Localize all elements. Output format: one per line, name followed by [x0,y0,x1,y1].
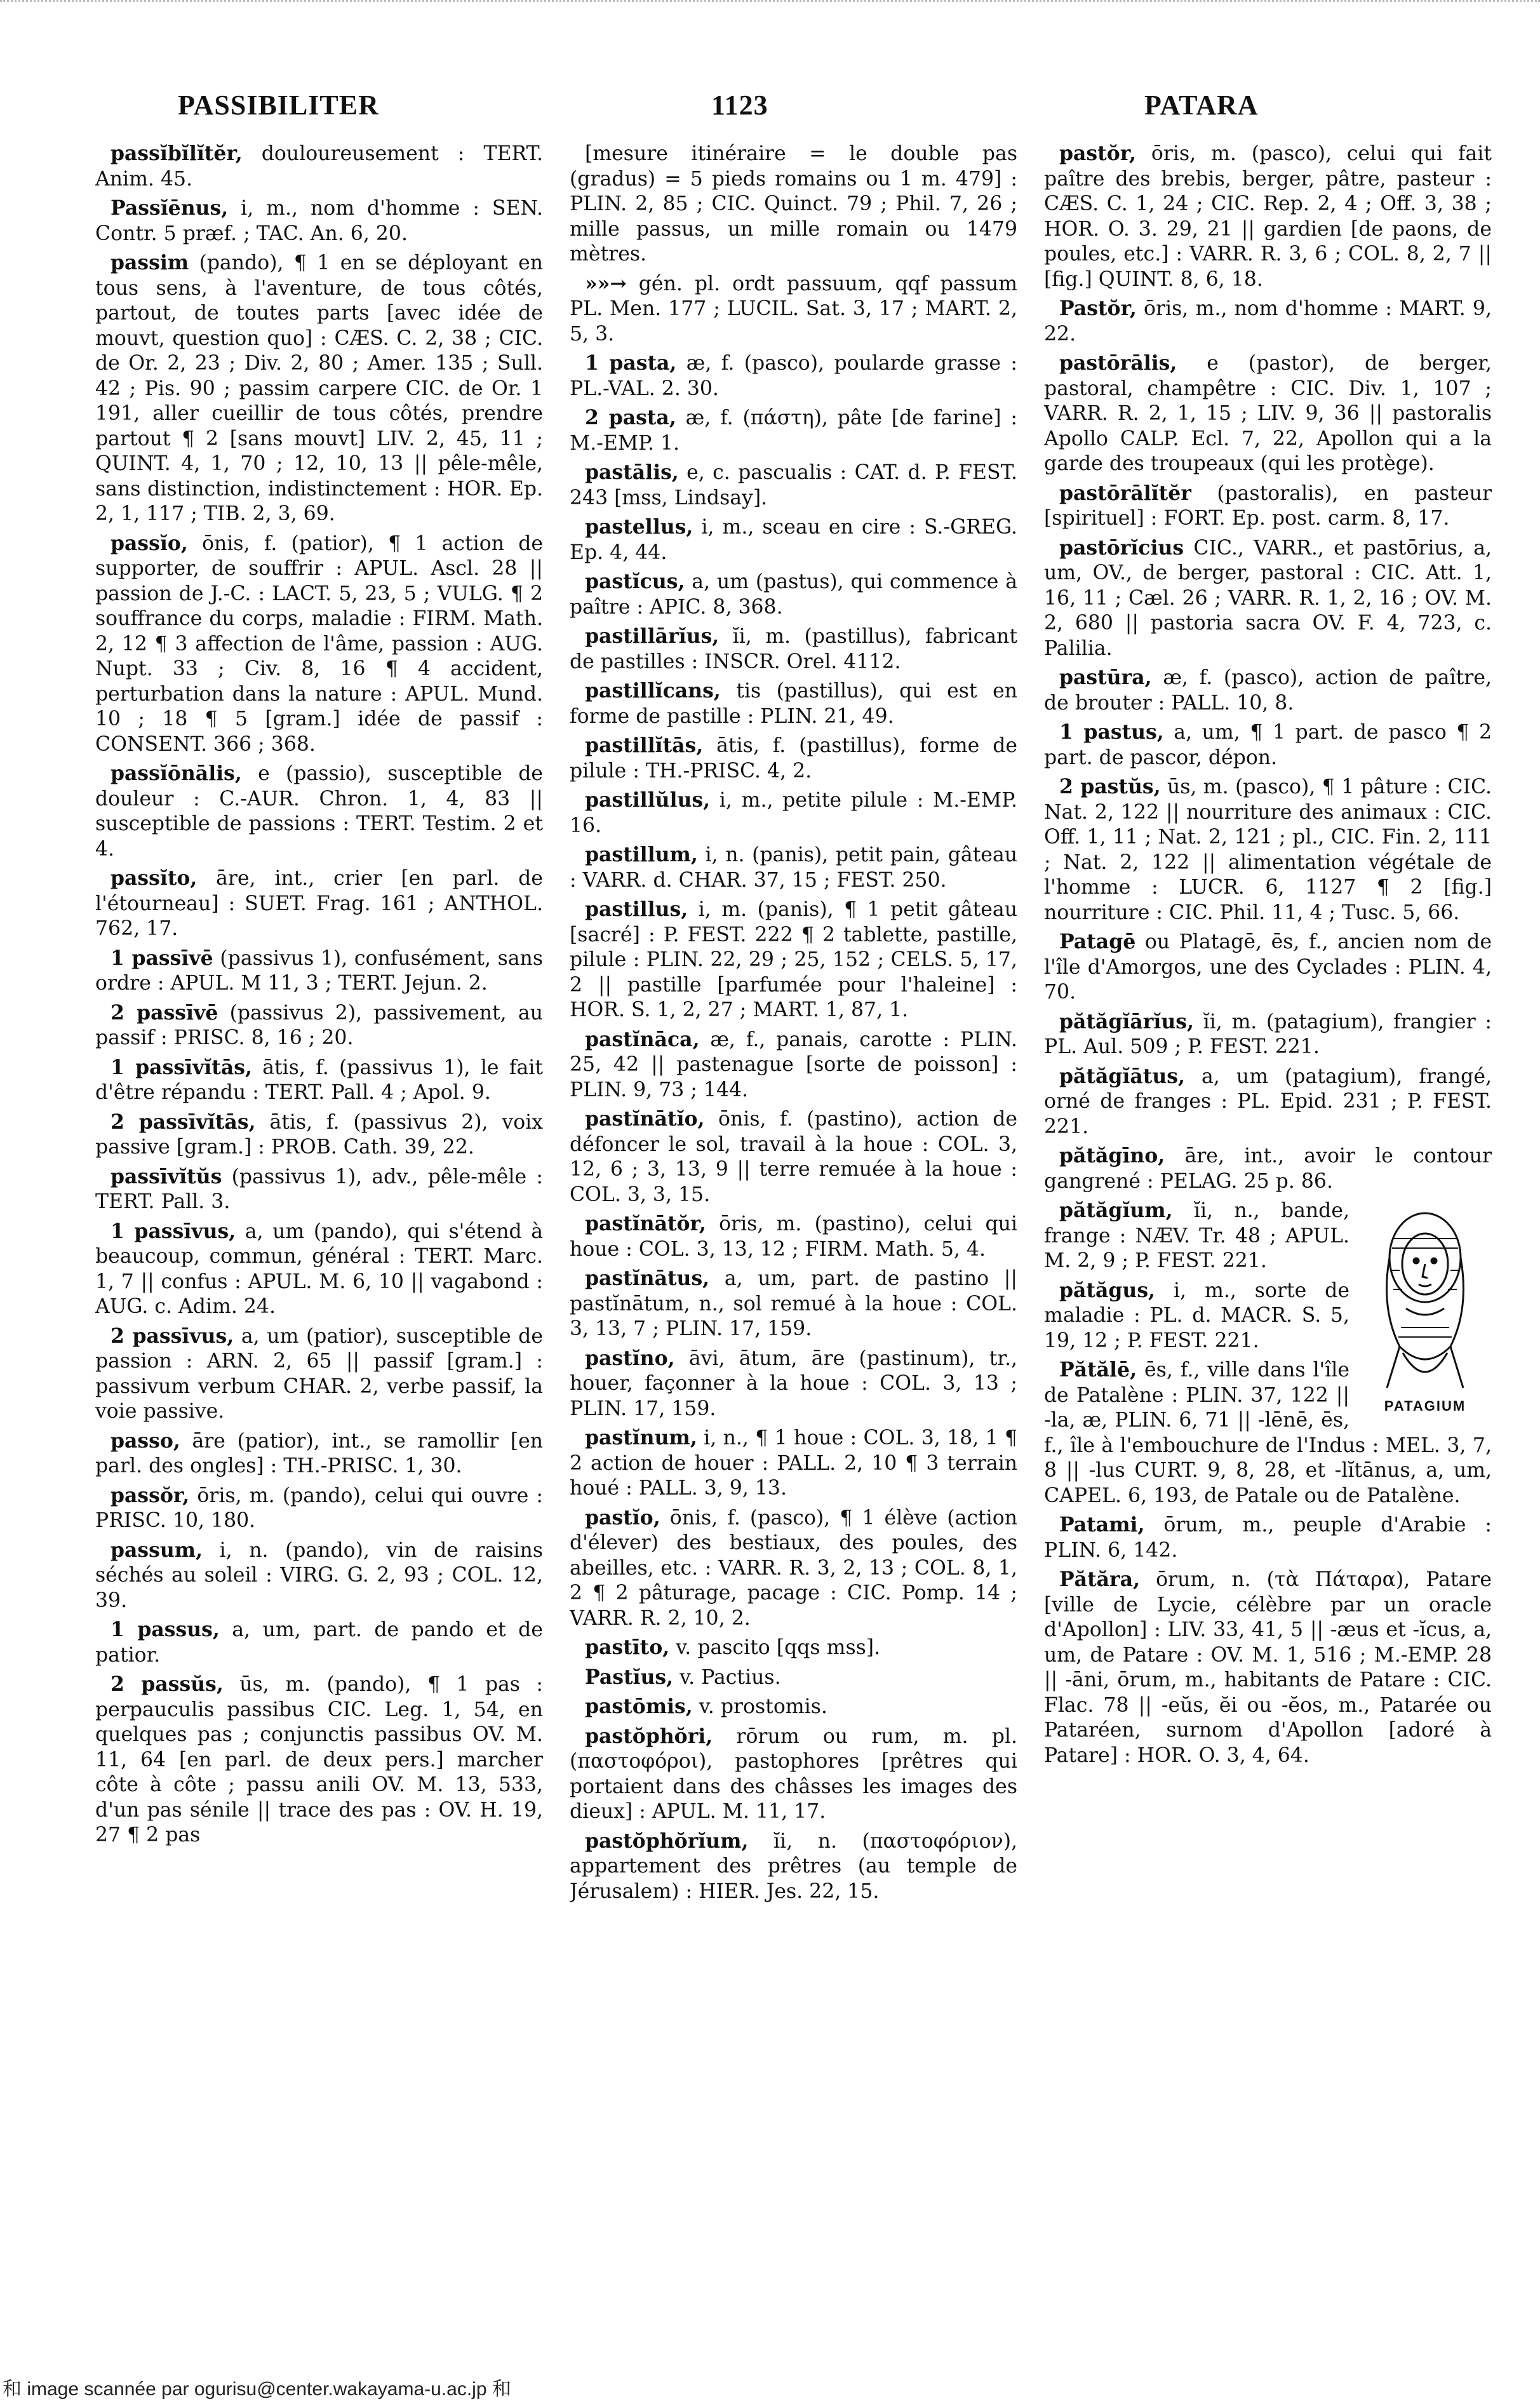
dictionary-entry [570,1635,1017,1661]
headword: pastillŭlus, [585,788,711,812]
definition: (passivus 1), confusément, sans ordre : APUL. M 11, 3 ; TERT. Jejun. 2. [95,946,543,995]
headword: pastillus, [585,897,688,921]
dictionary-entry [95,1617,543,1668]
dictionary-entry [1044,1567,1492,1768]
definition: i, n. (panis), petit pain, gâteau : VARR. d. CHAR. 37, 15 ; FEST. 250. [570,843,1017,892]
definition: [mesure itinéraire = le double pas (gradus) = 5 pieds romains ou 1 m. 479] : PLIN. 2, 85 ; CIC. Quinct. 79 ; Phil. 7, 26 ; mille passus, un mille romain ou 1479 mètres. [570,142,1017,265]
definition: a, um (pastus), qui commence à paître : APIC. 8, 368. [570,570,1017,619]
column-1 [95,141,543,2313]
dictionary-entry [95,866,543,942]
dictionary-entry [1044,929,1492,1005]
dictionary-entry [1044,351,1492,477]
definition: ĭi, n. (παστοφόριον), appartement des prêtres (au temple de Jérusalem) : HIER. Jes. 22, 15. [570,1829,1017,1903]
definition: v. Pactius. [680,1665,781,1689]
headword: 1 pasta, [585,351,677,375]
dictionary-entry [1044,720,1492,770]
definition: i, m. (panis), ¶ 1 petit gâteau [sacré] : P. FEST. 222 ¶ 2 tablette, pastille, pilule : PLIN. 22, 29 ; 25, 152 ; CELS. 5, 17, 2 || pastille [parfumée pour l'haleine] : HOR. S. 1, 2, 27 ; MART. 1, 87, 1. [570,898,1017,1021]
dictionary-entry [570,514,1017,565]
definition: a, um (patior), susceptible de passion : ARN. 2, 65 || passif [gram.] : passivum verbum CHAR. 2, verbe passif, la voie passive. [95,1324,543,1423]
definition: ōnis, f. (pasco), ¶ 1 élève (action d'élever) des bestiaux, des poules, des abeilles, etc. : VARR. R. 3, 2, 13 ; COL. 8, 1, 2 ¶ 2 pâturage, pacage : CIC. Pomp. 14 ; VARR. R. 2, 10, 2. [570,1506,1017,1630]
definition: ātis, f. (passivus 2), voix passive [gram.] : PROB. Cath. 39, 22. [95,1110,543,1159]
definition: æ, f., panais, carotte : PLIN. 25, 42 || pastenague [sorte de poisson] : PLIN. 9, 73 ; 144. [570,1028,1017,1101]
dictionary-entry [95,1164,543,1215]
dictionary-entry [95,1538,543,1614]
headword: pătăgĭātus, [1059,1064,1185,1088]
dictionary-entry [570,1724,1017,1825]
headword: passĭōnālis, [110,762,242,785]
dictionary-entry [1044,1143,1492,1194]
definition: ōrum, m., peuple d'Arabie : PLIN. 6, 142. [1044,1514,1492,1562]
definition: ātis, f. (passivus 1), le fait d'être répandu : TERT. Pall. 4 ; Apol. 9. [95,1056,543,1104]
headword: 1 passus, [110,1618,220,1641]
column-3 [1044,141,1492,2313]
dictionary-entry [570,1694,1017,1720]
headword: 2 passīvē [110,1000,218,1025]
figure-caption: PATAGIUM [1384,1398,1466,1414]
headword: pastellus, [585,515,693,539]
definition: (passivus 1), adv., pêle-mêle : TERT. Pall. 3. [95,1165,543,1213]
definition: a, um, ¶ 1 part. de pasco ¶ 2 part. de pascor, dépon. [1044,721,1492,769]
headword: Pastŏr, [1059,297,1137,320]
headword: Patami, [1059,1513,1145,1536]
definition: tis (pastillus), qui est en forme de pastille : PLIN. 21, 49. [570,680,1017,728]
definition: a, um (pando), qui s'étend à beaucoup, commun, général : TERT. Marc. 1, 7 || confus : APUL. M. 6, 10 || vagabond : AUG. c. Adim. 24. [95,1220,543,1318]
headword: pătăgĭārĭus, [1059,1009,1194,1033]
definition: ēs, f., ville dans l'île de Patalène : PLIN. 37, 122 || -la, æ, PLIN. 6, 71 || -lēnē, ēs, f., île à l'embouchure de l'Indus : MEL. 3, 7, 8 || -lus CURT. 9, 8, 28, et -lĭtānus, a, um, CAPEL. 6, 193, de Patale ou de Patalène. [1044,1359,1492,1507]
dictionary-entry [570,460,1017,511]
dictionary-entry [95,1055,543,1106]
definition: a, um (patagium), frangé, orné de franges : PL. Epid. 231 ; P. FEST. 221. [1044,1065,1492,1138]
dictionary-entry [1044,1009,1492,1060]
definition: e (passio), susceptible de douleur : C.-AUR. Chron. 1, 4, 83 || susceptible de passions : TERT. Testim. 2 et 4. [95,762,543,861]
dictionary-entry [1044,665,1492,716]
headword: passim [110,251,189,274]
dictionary-entry [95,531,543,758]
dictionary-entry [570,1829,1017,1905]
definition: ūs, m. (pasco), ¶ 1 pâture : CIC. Nat. 2, 122 || nourriture des animaux : CIC. Off. 1, 11 ; Nat. 2, 121 ; pl., CIC. Fin. 2, 111 ; Nat. 2, 122 || alimentation végétale de l'homme : LUCR. 6, 1127 ¶ 2 [fig.] nourriture : CIC. Phil. 11, 4 ; Tusc. 5, 66. [1044,776,1492,924]
definition: i, n., ¶ 1 houe : COL. 3, 18, 1 ¶ 2 action de houer : PALL. 2, 10 ¶ 3 terrain houé : PALL. 3, 9, 13. [570,1427,1017,1500]
dictionary-entry [1044,296,1492,347]
dictionary-entry [570,1266,1017,1342]
scan-credit: 和 image scannée par ogurisu@center.wakayama-u.ac.jp 和 [3,2379,511,2400]
definition: CIC., VARR., et pastōrius, a, um, OV., de berger, pastoral : CIC. Att. 1, 16, 11 ; Cæl. 26 ; VARR. R. 1, 2, 16 ; OV. M. 2, 680 || pastoria sacra OV. F. 4, 723, c. Palilia. [1044,536,1492,660]
definition: i, m., petite pilule : M.-EMP. 16. [570,789,1017,837]
dictionary-entry [570,141,1017,267]
headword: 2 pasta, [585,406,676,429]
definition: (pando), ¶ 1 en se déployant en tous sens, à l'aventure, de tous côtés, partout, de toutes parts [avec idée de mouvt, question quo] : CÆS. C. 2, 38 ; CIC. de Or. 2, 23 ; Div. 2, 80 ; Amer. 135 ; Sull. 42 ; Pis. 90 ; passim carpere CIC. de Or. 1 191, aller cueillir de tous côtés, prendre partout ¶ 2 [sans mouvt] LIV. 2, 45, 11 ; QUINT. 4, 1, 70 ; 12, 10, 13 || pêle-mêle, sans distinction, indistinctement : HOR. Ep. 2, 1, 117 ; TIB. 2, 3, 69. [95,252,543,525]
dictionary-entry [570,1211,1017,1262]
definition: ōris, m. (pando), celui qui ouvre : PRISC. 10, 180. [95,1484,543,1532]
dictionary-entry [95,1324,543,1425]
definition: ōris, m. (pastino), celui qui houe : COL. 3, 13, 12 ; FIRM. Math. 5, 4. [570,1213,1017,1261]
headword: pastillĭcans, [585,679,721,702]
headword: 2 pastŭs, [1059,775,1161,798]
headword: 2 passīvus, [110,1324,234,1348]
headword: pastĭo, [585,1505,660,1529]
headword: pastōrĭcius [1059,535,1184,560]
headword: pastōrālis, [1059,351,1177,375]
dictionary-entry [570,271,1017,347]
headword: pastālis, [585,460,679,484]
headword: passīvĭtŭs [110,1164,222,1188]
headword: Patagē [1059,930,1136,953]
dictionary-entry [570,351,1017,401]
dictionary-entry [95,1428,543,1479]
definition: ĭi, n., bande, frange : NÆV. Tr. 48 ; APUL. M. 2, 9 ; P. FEST. 221. [1044,1199,1349,1272]
headword: Pătăra, [1059,1568,1141,1591]
definition: (passivus 2), passivement, au passif : PRISC. 8, 16 ; 20. [95,1001,543,1049]
running-head-left: PASSIBILITER [178,90,379,121]
dictionary-entry [570,1106,1017,1207]
headword: pastĭcus, [585,570,685,593]
definition: ōris, m., nom d'homme : MART. 9, 22. [1044,297,1492,346]
dictionary-entry [95,1219,543,1320]
definition: ūs, m. (pando), ¶ 1 pas : perpauculis passibus CIC. Leg. 1, 54, en quelques pas ; conjunctis passibus OV. M. 11, 64 [en parl. de deux pers.] marcher côte à côte ; passu anili OV. M. 13, 533, d'un pas sénile || trace des pas : OV. H. 19, 27 ¶ 2 pas [95,1673,543,1846]
dictionary-entry [570,405,1017,456]
dictionary-entry [95,946,543,997]
definition: i, m., sorte de maladie : PL. d. MACR. S. 5, 19, 12 ; P. FEST. 221. [1044,1279,1349,1352]
definition: æ, f. (pasco), action de paître, de brouter : PALL. 10, 8. [1044,666,1492,715]
headword: pastĭnum, [585,1426,697,1449]
dictionary-entry [570,733,1017,784]
headword: pastillārĭus, [585,624,720,648]
dictionary-entry [1044,1512,1492,1563]
definition: gén. pl. ordt passuum, qqf passum PL. Men. 177 ; LUCIL. Sat. 3, 17 ; MART. 2, 5, 3. [570,272,1017,346]
page-number: 1123 [711,90,768,121]
dictionary-entry [95,761,543,862]
dictionary-entry [95,196,543,246]
dictionary-entry [1044,774,1492,925]
definition: æ, f. (πάστη), pâte [de farine] : M.-EMP. 1. [570,407,1017,455]
definition: ōnis, f. (patior), ¶ 1 action de supporter, de souffrir : APUL. Ascl. 28 || passion de J.-C. : LACT. 5, 23, 5 ; VULG. ¶ 2 souffrance du corps, maladie : FIRM. Math. 2, 12 ¶ 3 affection de l'âme, passion : AUG. Nupt. 33 ; Civ. 8, 16 ¶ 4 accident, perturbation dans la nature : APUL. Mund. 10 ; 18 ¶ 5 [gram.] idée de passif : CONSENT. 366 ; 368. [95,532,543,756]
dictionary-entry [95,1672,543,1848]
headword: pastĭnātus, [585,1267,710,1290]
dictionary-entry [95,1110,543,1160]
definition: e, c. pascualis : CAT. d. P. FEST. 243 [mss, Lindsay]. [570,461,1017,509]
headword: 1 pastus, [1059,720,1164,744]
dictionary-entry [570,624,1017,675]
headword: passĭbĭlĭtĕr, [110,142,243,165]
definition: rōrum ou rum, m. pl. (παστοφόροι), pastophores [prêtres qui portaient dans des châsses les images des dieux] : APUL. M. 11, 17. [570,1724,1017,1823]
definition: a, um, part. de pando et de patior. [95,1618,543,1667]
dictionary-entry [570,897,1017,1023]
headword: passo, [110,1428,180,1453]
dictionary-entry [570,788,1017,838]
headword: pătăgus, [1059,1278,1156,1302]
dictionary-entry [570,1425,1017,1502]
headword: passĭto, [110,866,198,890]
definition: a, um, part. de pastino || pastĭnātum, n., sol remué à la houe : COL. 3, 13, 7 ; PLIN. 17, 159. [570,1267,1017,1340]
dictionary-entry [570,842,1017,893]
definition: douloureusement : TERT. Anim. 45. [95,142,543,191]
headword: pastŏphŏrĭum, [585,1829,749,1853]
headword: pastŏphŏri, [585,1724,713,1748]
headword: Passĭēnus, [110,196,229,220]
headword: »»→ [585,271,627,295]
top-border [0,0,1540,8]
headword: pastōmis, [585,1695,693,1718]
headword: pastĭnātĭo, [585,1107,705,1131]
definition: ōris, m. (pasco), celui qui fait paître des brebis, berger, pâtre, pasteur : CÆS. C. 1, 24 ; CIC. Rep. 2, 4 ; Off. 3, 38 ; HOR. O. 3. 29, 21 || gardien [de paons, de poules, etc.] : VARR. R. 3, 6 ; COL. 8, 2, 7 || [fig.] QUINT. 8, 6, 18. [1044,142,1492,291]
dictionary-entry [570,1505,1017,1632]
definition: i, m., nom d'homme : SEN. Contr. 5 præf. ; TAC. An. 6, 20. [95,197,543,245]
columns [95,141,1511,2313]
headword: pastūra, [1059,666,1152,689]
headword: Pătălē, [1059,1358,1137,1381]
dictionary-entry [1044,481,1492,532]
definition: āre, int., crier [en parl. de l'étourneau] : SUET. Frag. 161 ; ANTHOL. 762, 17. [95,867,543,940]
dictionary-entry [570,1346,1017,1422]
dictionary-entry [570,678,1017,729]
dictionary-entry [95,1000,543,1051]
headword: pastĭnātŏr, [585,1212,706,1235]
headword: 1 passīvē [110,946,213,970]
headword: pătăgīno, [1059,1144,1165,1167]
headword: 1 passīvus, [110,1219,236,1243]
headword: passĭo, [110,531,188,555]
headword: passŏr, [110,1483,190,1507]
headword: 1 passīvĭtās, [110,1055,252,1079]
definition: e (pastor), de berger, pastoral, champêtre : CIC. Div. 1, 107 ; VARR. R. 2, 1, 15 ; LIV. 9, 36 || pastoralis Apollo CALP. Ecl. 7, 22, Apollon qui a la garde des troupeaux (qui les protège). [1044,352,1492,475]
definition: ōnis, f. (pastino), action de défoncer le sol, travail à la houe : COL. 3, 12, 6 ; 3, 13, 9 || terre remuée à la houe : COL. 3, 3, 15. [570,1108,1017,1206]
definition: v. pascito [qqs mss]. [676,1636,881,1659]
headword: passum, [110,1538,203,1562]
definition: æ, f. (pasco), poularde grasse : PL.-VAL. 2. 30. [570,352,1017,400]
definition: ātis, f. (pastillus), forme de pilule : TH.-PRISC. 4, 2. [570,734,1017,783]
headword: 2 passīvĭtās, [110,1110,256,1134]
dictionary-entry [570,569,1017,620]
definition: (pastoralis), en pasteur [spirituel] : FORT. Ep. post. carm. 8, 17. [1044,481,1492,530]
dictionary-entry [95,250,543,527]
running-head-right: PATARA [1144,90,1259,121]
headword: pastĭno, [585,1346,675,1370]
column-2 [570,141,1017,2313]
definition: i, m., sceau en cire : S.-GREG. Ep. 4, 44. [570,516,1017,564]
headword: pastillum, [585,843,698,866]
headword: pastĭnāca, [585,1027,700,1051]
headword: 2 passŭs, [110,1672,224,1696]
dictionary-entry [95,1483,543,1534]
dictionary-entry [1044,535,1492,662]
dictionary-entry [570,1027,1017,1103]
definition: ou Platagē, ēs, f., ancien nom de l'île d'Amorgos, une des Cyclades : PLIN. 4, 70. [1044,931,1492,1004]
definition: āre, int., avoir le contour gangrené : PELAG. 25 p. 86. [1044,1145,1492,1193]
headword: pastōrālĭtĕr [1059,481,1191,505]
dictionary-entry [1044,1064,1492,1140]
definition: ĭi, m. (patagium), frangier : PL. Aul. 509 ; P. FEST. 221. [1044,1010,1492,1058]
patagium-illustration [1358,1200,1492,1416]
dictionary-entry [1044,141,1492,292]
headword: pastŏr, [1059,142,1137,165]
headword: Pastĭus, [585,1665,674,1689]
patagium-figure-drawing [1362,1200,1489,1391]
definition: i, n. (pando), vin de raisins séchés au soleil : VIRG. G. 2, 93 ; COL. 12, 39. [95,1538,543,1612]
dictionary-entry [570,1665,1017,1691]
definition: v. prostomis. [699,1695,827,1718]
dictionary-entry [95,141,543,192]
headword: pastillĭtās, [585,734,704,757]
headword: pastīto, [585,1636,670,1659]
definition: āvi, ātum, āre (pastinum), tr., houer, façonner à la houe : COL. 3, 13 ; PLIN. 17, 159. [570,1347,1017,1420]
definition: ĭi, m. (pastillus), fabricant de pastilles : INSCR. Orel. 4112. [570,625,1017,673]
headword: pătăgĭum, [1059,1199,1173,1222]
definition: āre (patior), int., se ramollir [en parl. des ongles] : TH.-PRISC. 1, 30. [95,1429,543,1477]
definition: ōrum, n. (τὰ Πάταρα), Patare [ville de Lycie, célèbre par un oracle d'Apollon] : LIV. 33, 41, 5 || -æus et -ĭcus, a, um, de Patare : OV. M. 1, 516 ; M.-EMP. 28 || -āni, ōrum, m., habitants de Patare : CIC. Flac. 78 || -eŭs, ĕi ou -ĕos, m., Patarée ou Pataréen, surnom d'Apollon [adoré à Patare] : HOR. O. 3, 4, 64. [1044,1568,1492,1767]
